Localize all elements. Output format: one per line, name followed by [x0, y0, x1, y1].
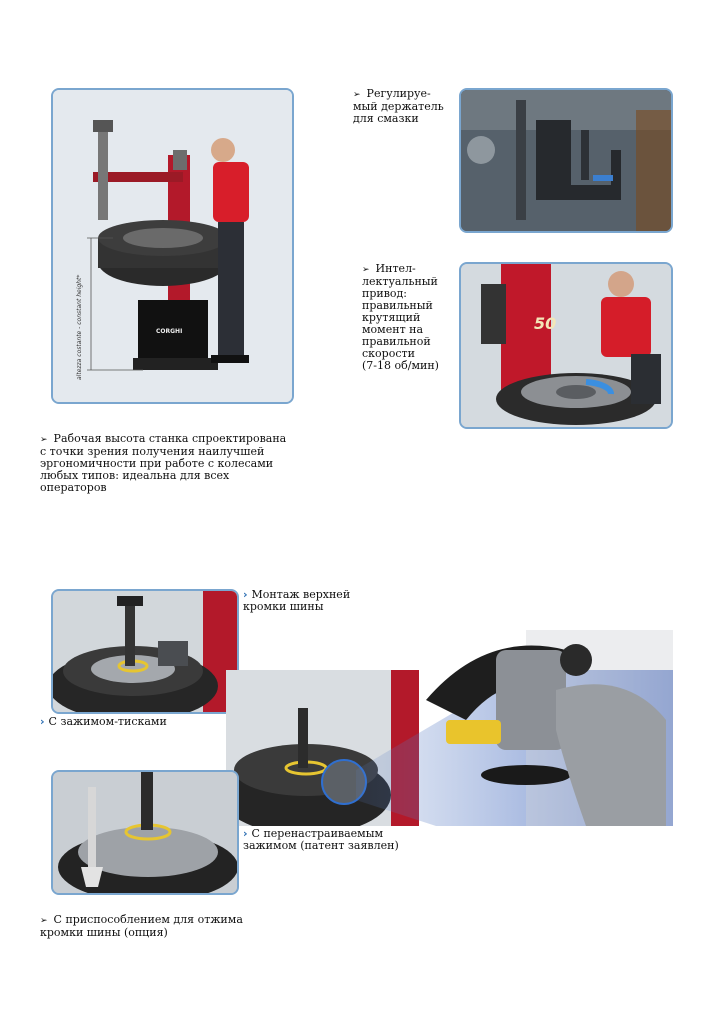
- blue-chevron-icon: ›: [40, 715, 45, 728]
- vise-clamp-illustration: [53, 591, 237, 712]
- lubricant-holder-text: Регулируе- мый держатель для смазки: [353, 87, 444, 125]
- speed-mark-label: 50: [534, 314, 557, 333]
- photo-intelligent-drive: [459, 262, 673, 429]
- intelligent-drive-illustration: [461, 264, 671, 427]
- bead-breaker-illustration: [53, 772, 237, 893]
- adjustable-clamp-text: С перенастраиваемым зажимом (патент заявлен): [243, 827, 399, 852]
- photo-lubricant-holder: [459, 88, 673, 233]
- vise-clamp-text: С зажимом-тисками: [48, 715, 167, 728]
- bead-breaker-text: С приспособлением для отжима кромки шины (опция): [40, 913, 243, 939]
- arrowhead-bullet-icon: ➢: [40, 435, 48, 445]
- height-annotation-label: altezza costante - constant height*: [76, 274, 83, 380]
- upper-bead-text: Монтаж верхней кромки шины: [243, 588, 351, 613]
- bead-breaker-caption: [40, 914, 260, 939]
- blue-chevron-icon: ›: [243, 588, 248, 601]
- blue-chevron-icon: ›: [243, 827, 248, 840]
- intelligent-drive-caption: [362, 263, 452, 372]
- adjustable-clamp-caption: [243, 828, 443, 852]
- intelligent-drive-text: Интел- лектуальный привод: правильный крутящий момент на правильной скорости (7-18 об/мин): [362, 262, 439, 372]
- lubricant-holder-illustration: [461, 90, 671, 231]
- working-height-text: Рабочая высота станка спроектирована с точки зрения получения наилучшей эргономичности при работе с колесами любых типов: идеальна для всех операторов: [40, 432, 287, 494]
- arrowhead-bullet-icon: ➢: [362, 265, 370, 275]
- upper-bead-caption: [243, 589, 383, 613]
- operator-machine-illustration: [53, 90, 292, 402]
- working-height-caption: [40, 433, 315, 494]
- photo-adjustable-clamp: [226, 630, 673, 826]
- photo-operator-machine: [51, 88, 294, 404]
- lubricant-holder-caption: [353, 88, 453, 125]
- photo-bead-breaker: [51, 770, 239, 895]
- arrowhead-bullet-icon: ➢: [353, 90, 361, 100]
- adjustable-clamp-illustration: [226, 630, 673, 826]
- brand-label: CORGHI: [156, 328, 183, 335]
- arrowhead-bullet-icon: ➢: [40, 916, 48, 926]
- vise-clamp-caption: [40, 716, 220, 728]
- photo-vise-clamp: [51, 589, 239, 714]
